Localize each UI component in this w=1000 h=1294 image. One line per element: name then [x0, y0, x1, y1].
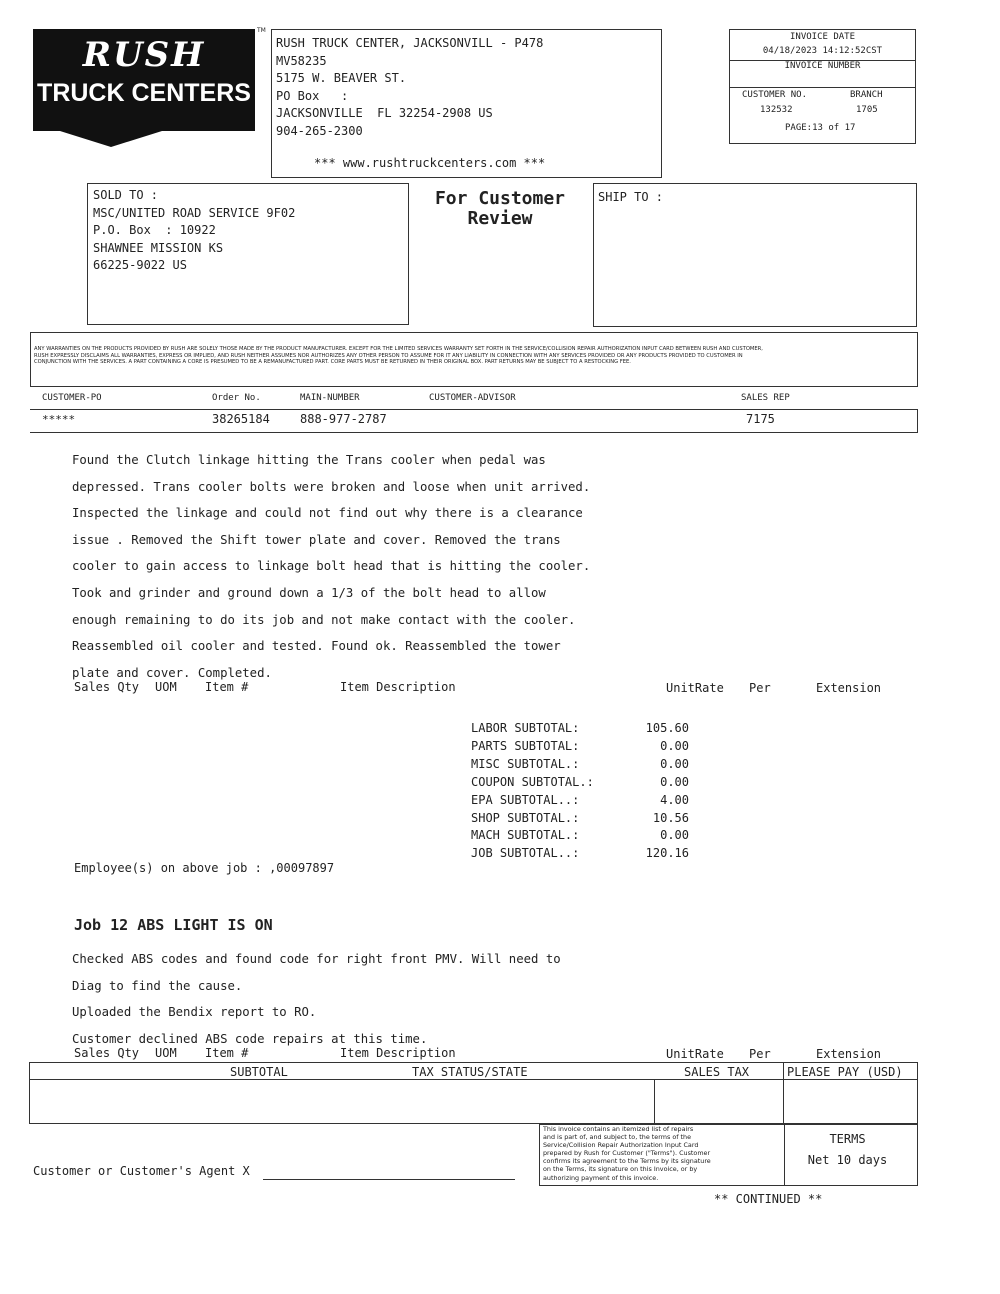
note-line: Inspected the linkage and could not find out why there is a clearance: [72, 506, 583, 521]
subtotal-label: MACH SUBTOTAL.:: [471, 828, 580, 843]
note-line: Uploaded the Bendix report to RO.: [72, 1005, 317, 1020]
note-line: Checked ABS codes and found code for right front PMV. Will need to: [72, 952, 561, 966]
order-no-label: Order No.: [212, 393, 261, 403]
item-header-unit-rate: UnitRate: [666, 681, 724, 695]
review-line: For Customer: [434, 188, 566, 209]
continued-label: ** CONTINUED **: [714, 1192, 823, 1206]
branch: 1705: [856, 105, 878, 115]
subtotal-header: SUBTOTAL: [230, 1065, 288, 1079]
subtotal-label: EPA SUBTOTAL..:: [471, 792, 580, 807]
rush-logo: [33, 29, 255, 131]
please-pay-header: PLEASE PAY (USD): [787, 1065, 903, 1079]
sold-to-line: P.O. Box : 10922: [93, 223, 216, 237]
logo-trademark: TM: [257, 27, 266, 34]
terms-value: Net 10 days: [807, 1153, 888, 1167]
note-line: Diag to find the cause.: [72, 978, 243, 993]
item-header-uom: UOM: [155, 1046, 177, 1060]
customer-po-value: *****: [42, 413, 76, 426]
subtotal-label: LABOR SUBTOTAL:: [471, 721, 580, 735]
signature-label: Customer or Customer's Agent X: [33, 1164, 250, 1178]
dealer-line: 904-265-2300: [276, 123, 363, 138]
logo-chevron: [60, 131, 162, 147]
job-12-title: Job 12 ABS LIGHT IS ON: [74, 916, 273, 934]
subtotal-value: 0.00: [660, 756, 689, 771]
dealer-line: JACKSONVILLE FL 32254-2908 US: [276, 106, 493, 120]
item-header-description: Item Description: [340, 680, 456, 694]
invoice-date: 04/18/2023 14:12:52CST: [762, 46, 883, 56]
page-indicator: PAGE:13 of 17: [785, 123, 856, 133]
item-header-unit-rate: UnitRate: [666, 1047, 724, 1061]
warranty-line: RUSH EXPRESSLY DISCLAIMS ALL WARRANTIES, EXPRESS OR IMPLIED, AND RUSH NEITHER ASSUMES NOR AUTHORIZES ANY OTHER PERSON TO ASSUME FOR IT ANY LIABILITY IN CONNECTION WITH ANY SERVICES PROVIDED OR ANY PRODUCTS PROVIDED TO CUSTOMER IN: [34, 352, 743, 359]
subtotal-label: MISC SUBTOTAL.:: [471, 756, 580, 771]
terms-label: TERMS: [829, 1132, 866, 1146]
note-line: enough remaining to do its job and not make contact with the cooler.: [72, 612, 576, 627]
note-line: depressed. Trans cooler bolts were broken and loose when unit arrived.: [72, 479, 591, 494]
main-number-label: MAIN-NUMBER: [300, 393, 360, 403]
dealer-line: 5175 W. BEAVER ST.: [276, 71, 407, 85]
subtotal-labels: [471, 720, 594, 863]
item-header-item-no: Item #: [205, 1046, 249, 1060]
note-line: issue . Removed the Shift tower plate and cover. Removed the trans: [72, 532, 561, 547]
dealer-line: RUSH TRUCK CENTER, JACKSONVILL - P478: [276, 36, 544, 50]
terms-text: [543, 1125, 711, 1182]
signature-line[interactable]: [263, 1179, 515, 1180]
review-stamp: [410, 189, 590, 229]
sold-to-line: 66225-9022 US: [93, 258, 187, 272]
sales-rep-value: 7175: [746, 412, 775, 426]
review-line: Review: [467, 208, 533, 229]
customer-po-label: CUSTOMER-PO: [42, 393, 102, 403]
logo-word-rush: RUSH: [82, 35, 206, 75]
item-header-description: Item Description: [340, 1046, 456, 1060]
job-notes: [72, 447, 590, 686]
sold-to-label: SOLD TO :: [93, 188, 159, 202]
ship-to-label: SHIP TO :: [598, 190, 664, 204]
subtotal-value: 105.60: [645, 721, 689, 735]
sold-to-line: SHAWNEE MISSION KS: [93, 240, 224, 255]
subtotal-value: 0.00: [660, 738, 689, 753]
main-number-value: 888-977-2787: [300, 412, 387, 426]
terms-text-line: prepared by Rush for Customer ("Terms"). Customer: [543, 1149, 711, 1158]
sales-rep-label: SALES REP: [741, 393, 790, 403]
item-header-extension: Extension: [816, 1047, 882, 1061]
subtotal-label: SHOP SUBTOTAL.:: [471, 810, 580, 825]
item-header-sales-qty: Sales Qty: [74, 680, 140, 694]
note-line: cooler to gain access to linkage bolt head that is hitting the cooler.: [72, 559, 591, 574]
item-header-per: Per: [749, 681, 771, 695]
subtotal-label: PARTS SUBTOTAL:: [471, 738, 580, 753]
sales-tax-header: SALES TAX: [684, 1065, 750, 1079]
dealer-address: [276, 35, 543, 140]
note-line: plate and cover. Completed.: [72, 665, 272, 680]
sold-to-block: [93, 187, 295, 275]
subtotal-values: [600, 720, 689, 863]
terms-text-line: on the Terms, its signature on this Invoice, or by: [543, 1165, 698, 1174]
item-header-per: Per: [749, 1047, 771, 1061]
sold-to-line: MSC/UNITED ROAD SERVICE 9F02: [93, 205, 296, 220]
terms-text-line: Service/Collision Repair Authorization Input Card: [543, 1141, 699, 1150]
subtotal-label: JOB SUBTOTAL..:: [471, 846, 580, 861]
tax-status-header: TAX STATUS/STATE: [412, 1065, 528, 1079]
customer-no-label: CUSTOMER NO.: [742, 90, 808, 100]
item-header-sales-qty: Sales Qty: [74, 1046, 140, 1060]
subtotal-value: 0.00: [660, 828, 689, 843]
dealer-line: MV58235: [276, 53, 327, 68]
note-line: Customer declined ABS code repairs at this time.: [72, 1031, 428, 1046]
logo-word-truck-centers: TRUCK CENTERS: [37, 79, 251, 107]
subtotal-value: 4.00: [660, 792, 689, 807]
subtotal-label: COUPON SUBTOTAL.:: [471, 774, 594, 789]
invoice-number-label: INVOICE NUMBER: [784, 61, 861, 71]
note-line: Took and grinder and ground down a 1/3 of the bolt head to allow: [72, 585, 546, 600]
note-line: Reassembled oil cooler and tested. Found ok. Reassembled the tower: [72, 639, 561, 654]
item-header-uom: UOM: [155, 680, 177, 694]
branch-label: BRANCH: [850, 90, 883, 100]
terms-text-line: and is part of, and subject to, the terms of the: [543, 1133, 692, 1142]
warranty-line: CONJUNCTION WITH THE SERVICES. A PART CONTAINING A CORE IS PRESUMED TO BE A REMANUFACTURED PART. CORE PARTS MUST BE RETURNED IN THEIR ORIGINAL BOX. PART RETURNS MAY BE SUBJECT TO A RESTOCKING FEE.: [34, 359, 631, 365]
item-header-item-no: Item #: [205, 680, 249, 694]
subtotal-value: 10.56: [652, 810, 689, 825]
terms-text-line: This invoice contains an itemized list of repairs: [543, 1125, 694, 1133]
subtotal-value: 120.16: [645, 846, 689, 861]
terms-text-line: authorizing payment of this invoice.: [543, 1173, 659, 1182]
warranty-text: [34, 346, 914, 366]
order-no-value: 38265184: [212, 412, 270, 426]
terms-text-line: confirms its agreement to the Terms by its signature: [543, 1157, 711, 1166]
job-12-notes: [72, 946, 561, 1052]
dealer-line: PO Box :: [276, 88, 349, 103]
item-header-extension: Extension: [816, 681, 882, 695]
customer-no: 132532: [760, 105, 793, 115]
warranty-line: ANY WARRANTIES ON THE PRODUCTS PROVIDED BY RUSH ARE SOLELY THOSE MADE BY THE PRODUCT MANUFACTURER. EXCEPT FOR THE LIMITED SERVICES WARRANTY SET FORTH IN THE SERVICE/COLLISION REPAIR AUTHORIZATION INPUT CARD BETWEEN RUSH AND CUSTOMER,: [34, 346, 763, 352]
note-line: Found the Clutch linkage hitting the Trans cooler when pedal was: [72, 453, 546, 467]
subtotal-value: 0.00: [660, 774, 689, 789]
dealer-website: *** www.rushtruckcenters.com ***: [314, 156, 546, 170]
employees-line: Employee(s) on above job : ,00097897: [74, 861, 335, 875]
customer-advisor-label: CUSTOMER-ADVISOR: [429, 393, 516, 403]
invoice-date-label: INVOICE DATE: [789, 32, 856, 42]
